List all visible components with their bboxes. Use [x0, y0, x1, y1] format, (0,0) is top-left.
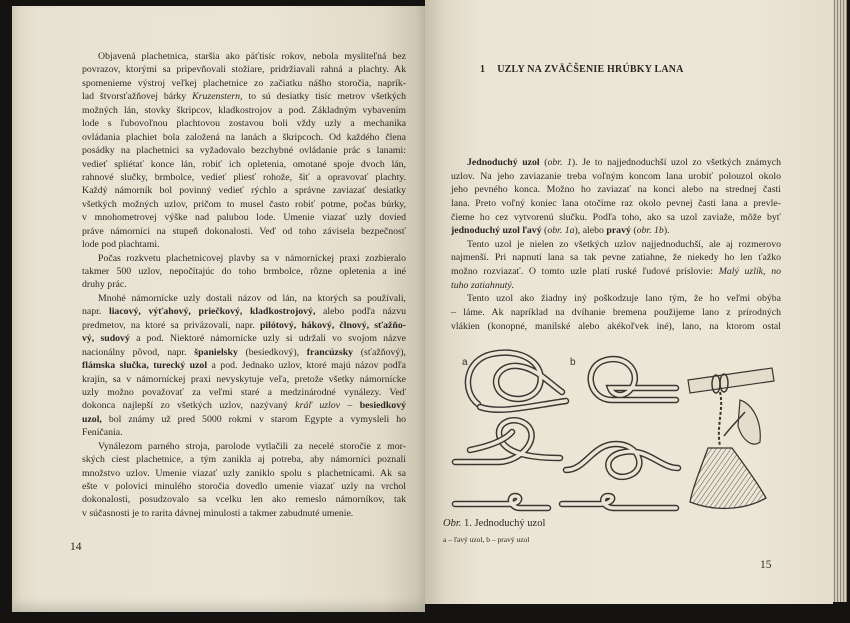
- text-segment: vedieť spliétať konce lán, robiť ich opletenia, omotané spoje dvoch lán,: [82, 158, 406, 170]
- bold-term: jednoduchý uzol ľavý: [451, 225, 542, 237]
- text-segment: uzly možno považovať za veľmi staré a medzinárodné vynálezy. Veď: [82, 386, 406, 398]
- text-line: [451, 238, 781, 252]
- left-page: [12, 6, 425, 612]
- text-segment: povrazov, ktorými sa pripevňovali stožiare, pridržiavali rahná a plachty. Ak: [82, 64, 406, 76]
- bold-term: liacový, výťahový, priečkový, kladkostrojový,: [108, 306, 316, 318]
- knot-illustration: [430, 340, 790, 530]
- text-line: [82, 440, 406, 453]
- text-segment: práve námorníci na stupeň dokonalosti. Veď od toho závisela bezpečnosť: [82, 225, 406, 237]
- text-line: [451, 156, 781, 170]
- text-segment: a pod. Niektoré námornícke uzly si udržali vo svojom názve: [129, 333, 406, 345]
- text-segment: Objavená plachetnica, staršia ako päťtisíc rokov, nebola mysliteľná bez: [98, 51, 406, 62]
- text-segment: alebo podľa názvu: [315, 306, 407, 318]
- section-title: UZLY NA ZVÄČŠENIE HRÚBKY LANA: [497, 64, 684, 75]
- text-line: [82, 292, 406, 305]
- bold-term: pilótový, hákový, člnový, sťažňo-: [259, 319, 407, 331]
- text-line: [82, 50, 406, 63]
- text-segment: rahnové slučky, brmbolce, vedieť pliesť rohože, šiť a opravovať plachty.: [82, 171, 406, 183]
- text-segment: ešte v polovici minulého storočia dovedlo umenie viazať uzly na vrchol: [82, 481, 406, 492]
- hanging-rope: [719, 392, 721, 446]
- text-line: [82, 211, 406, 224]
- text-segment: (besiedkový),: [237, 346, 307, 358]
- text-segment: Počas rozkvetu plachetnicovej plavby sa v námorníckej praxi zozbieralo: [98, 252, 406, 264]
- text-segment: Feničania.: [82, 427, 123, 439]
- text-segment: najmenší. Pri napnutí lana sa tak pevne zatiahne, že niekedy ho len ťažko: [451, 252, 781, 264]
- caption-text: 1. Jednoduchý uzol: [461, 518, 546, 529]
- knot-b-tightened: [562, 496, 676, 508]
- italic-term: obr. 1: [547, 157, 572, 168]
- text-segment: ských ciest plachetnice, a tým zanikla aj potreba, aby námorníci poznali: [82, 454, 406, 466]
- text-line: [82, 104, 406, 117]
- text-line: [82, 184, 406, 197]
- text-segment: v mnohometrovej výške nad palubou lode. Umenie viazať uzly dovied: [82, 212, 406, 224]
- text-segment: ). Je to najjednoduchší uzol zo všetkých známych: [571, 157, 782, 168]
- text-segment: nacionálny pôvod, napr.: [82, 346, 195, 358]
- figure-caption: [443, 518, 545, 529]
- bold-term: francúzsky: [306, 346, 354, 358]
- page-number-right: 15: [760, 559, 772, 571]
- text-segment: a pod. Jednako uzlov, ktoré majú názov podľa: [207, 360, 406, 372]
- section-heading: [480, 64, 684, 75]
- text-line: [82, 413, 406, 426]
- text-segment: – láme. Ak napríklad na dvíhanie bremena použijeme lano z prírodných: [451, 307, 781, 319]
- text-segment: Každý námorník bol povinný vedieť rýchlo a správne zaviazať desiatky: [82, 185, 406, 197]
- text-line: [451, 251, 781, 265]
- figure-label-b: b: [570, 357, 576, 368]
- text-segment: (: [539, 157, 548, 168]
- text-line: [82, 198, 406, 211]
- text-segment: množstvo uzlov. Umenie viazať uzly zaniklo spolu s plachetnicami. Ak sa: [82, 467, 406, 479]
- text-segment: predmetov, na ktoré sa priväzovali, napr.: [82, 319, 260, 331]
- text-line: [451, 183, 781, 197]
- text-segment: –: [340, 400, 360, 412]
- italic-term: obr. 1b: [636, 225, 664, 237]
- knot-b-tied: [566, 444, 678, 477]
- text-line: [451, 292, 781, 306]
- knot-a-tightened: [455, 496, 548, 508]
- bold-term: španielsky: [194, 346, 238, 358]
- text-line: [451, 224, 781, 238]
- text-line: [82, 305, 406, 318]
- text-line: [82, 426, 406, 439]
- text-segment: napr.: [82, 306, 109, 318]
- text-segment: ), alebo: [574, 225, 607, 237]
- text-line: [451, 170, 781, 184]
- section-number: 1: [480, 64, 486, 75]
- text-segment: uzlov. Na jeho zaviazanie treba voľným koncom lana urobiť polouzol okolo: [451, 170, 781, 182]
- text-segment: (: [541, 225, 548, 237]
- text-line: [82, 332, 406, 345]
- text-line: [82, 131, 406, 144]
- text-line: [82, 399, 406, 412]
- text-segment: bol známy už pred 5000 rokmi v starom Egypte a vymysleli ho: [101, 413, 406, 425]
- text-line: [82, 480, 406, 493]
- bold-term: uzol,: [82, 413, 102, 425]
- caption-prefix: Obr.: [443, 518, 462, 529]
- text-line: [82, 252, 406, 265]
- text-segment: (: [630, 225, 637, 237]
- text-segment: lad štvorsťažňovej bárky: [82, 91, 193, 103]
- text-segment: krajín, sa v námorníckej praxi nevyskytuje veľa, pretože všetky námornícke: [82, 373, 406, 385]
- text-line: [82, 278, 406, 291]
- text-segment: lode s ľubovoľnou plachtovou zostavou boli vždy uzly a mechanika: [82, 118, 406, 130]
- text-line: [82, 171, 406, 184]
- text-line: [451, 279, 781, 293]
- text-line: [82, 346, 406, 359]
- text-line: [82, 90, 406, 103]
- text-line: [82, 467, 406, 480]
- text-line: [451, 320, 781, 334]
- text-segment: dokonalosti, posudzovalo sa vcelku len ako remeslo námorníkov, tak: [82, 494, 406, 506]
- text-line: [451, 197, 781, 211]
- text-line: [82, 144, 406, 157]
- text-line: [82, 359, 406, 372]
- text-line: [82, 77, 406, 90]
- bold-term: pravý: [606, 225, 631, 237]
- knot-b-loose: [591, 359, 676, 400]
- page-number-left: 14: [70, 541, 82, 553]
- text-segment: Mnohé námornícke uzly dostali názov od lán, na ktorých sa používali,: [98, 292, 406, 304]
- text-segment: možných lán, stovky škripcov, kladkostrojov a pod. Základným vybavením: [82, 104, 406, 116]
- text-line: [82, 493, 406, 506]
- text-line: [82, 386, 406, 399]
- text-segment: všetkých možných uzlov, pričom to musel často robiť potme, počas búrky,: [82, 198, 406, 210]
- text-line: [82, 117, 406, 130]
- hand: [738, 400, 760, 444]
- knot-a-tied: [455, 420, 560, 462]
- text-line: [82, 225, 406, 238]
- text-line: [451, 265, 781, 279]
- text-line: [82, 265, 406, 278]
- figure-label-a: a: [462, 357, 468, 368]
- right-page: [425, 0, 833, 604]
- bold-term: vý, sudový: [82, 333, 130, 345]
- text-segment: takmer 500 uzlov, nepočítajúc do toho brmbolce, rôzne opletenia a iné: [82, 266, 406, 277]
- bold-term: Jednoduchý uzol: [467, 157, 540, 168]
- figure-subcaption: a – ľavý uzol, b – pravý uzol: [443, 535, 530, 544]
- text-segment: ovládania plachiet bola založená na lanách a škripcoch. Od každého člena: [82, 131, 406, 143]
- text-segment: vlákien (konopné, manilské alebo akékoľvek iné), lano, na ktorom ostal: [451, 320, 781, 332]
- text-line: [451, 306, 781, 320]
- text-segment: dokonca najlepší zo všetkých uzlov, nazývaný: [82, 400, 296, 412]
- text-segment: čieme ho cez vytvorenú slučku. Podľa toho, ako sa uzol zaviaže, môže byť: [451, 211, 781, 223]
- text-segment: Tento uzol je nielen zo všetkých uzlov najjednoduchší, ale aj rozmerovo: [467, 238, 781, 250]
- knot-a-loose: [468, 353, 566, 410]
- text-line: [82, 453, 406, 466]
- text-segment: ).: [663, 225, 670, 237]
- pole-with-sack-drawing: [688, 368, 774, 508]
- text-line: [82, 319, 406, 332]
- text-line: [82, 507, 406, 520]
- text-segment: posádky na plachetnici sa vyžadovalo bezchybné ovládanie prác s lanami:: [82, 145, 406, 157]
- text-segment: možno rozviazať. O tomto uzle platí ruské ľudové príslovie:: [451, 266, 719, 278]
- text-segment: , to sú desiatky tisíc metrov všetkých: [240, 91, 406, 103]
- text-segment: druhy prác.: [82, 279, 127, 291]
- text-line: [82, 158, 406, 171]
- text-line: [82, 373, 406, 386]
- left-page-text: [82, 50, 406, 520]
- text-segment: v súčasnosti je to rarita dávnej minulosti a takmer zabudnuté umenie.: [82, 507, 354, 519]
- text-segment: Tento uzol ako žiadny iný poškodzuje lano tým, že ho veľmi obýba: [467, 293, 781, 305]
- right-page-text: [451, 156, 781, 333]
- italic-term: kráľ uzlov: [295, 400, 341, 412]
- text-segment: lana. Preto voľný koniec lana otočíme raz okolo pevnej časti lana a prevle-: [451, 197, 781, 209]
- pole: [688, 368, 774, 393]
- bold-term: besiedkový: [359, 400, 407, 412]
- text-line: [82, 238, 406, 251]
- text-segment: jeho pevného konca. Možno ho zaviazať na konci alebo na strednej časti: [451, 184, 781, 196]
- page-stack-edge: [833, 0, 847, 602]
- italic-term: tuho zatiahnutý.: [451, 279, 515, 291]
- italic-term: obr. 1a: [547, 225, 575, 237]
- bold-term: flámska slučka, turecký uzol: [82, 360, 208, 372]
- text-segment: Vynálezom parného stroja, parolode vytlačili za necelé storočie z mor-: [98, 440, 406, 452]
- text-segment: (sťažňový),: [353, 346, 407, 358]
- sack: [690, 448, 766, 508]
- text-line: [82, 63, 406, 76]
- text-segment: lode pod plachtami.: [82, 239, 160, 251]
- text-line: [451, 211, 781, 225]
- italic-term: Malý uzlík, no: [718, 266, 781, 278]
- text-segment: spomenieme výstroj veľkej plachetnice zo začiatku nášho storočia, naprík-: [82, 77, 406, 89]
- italic-term: Kruzenstern: [192, 91, 241, 103]
